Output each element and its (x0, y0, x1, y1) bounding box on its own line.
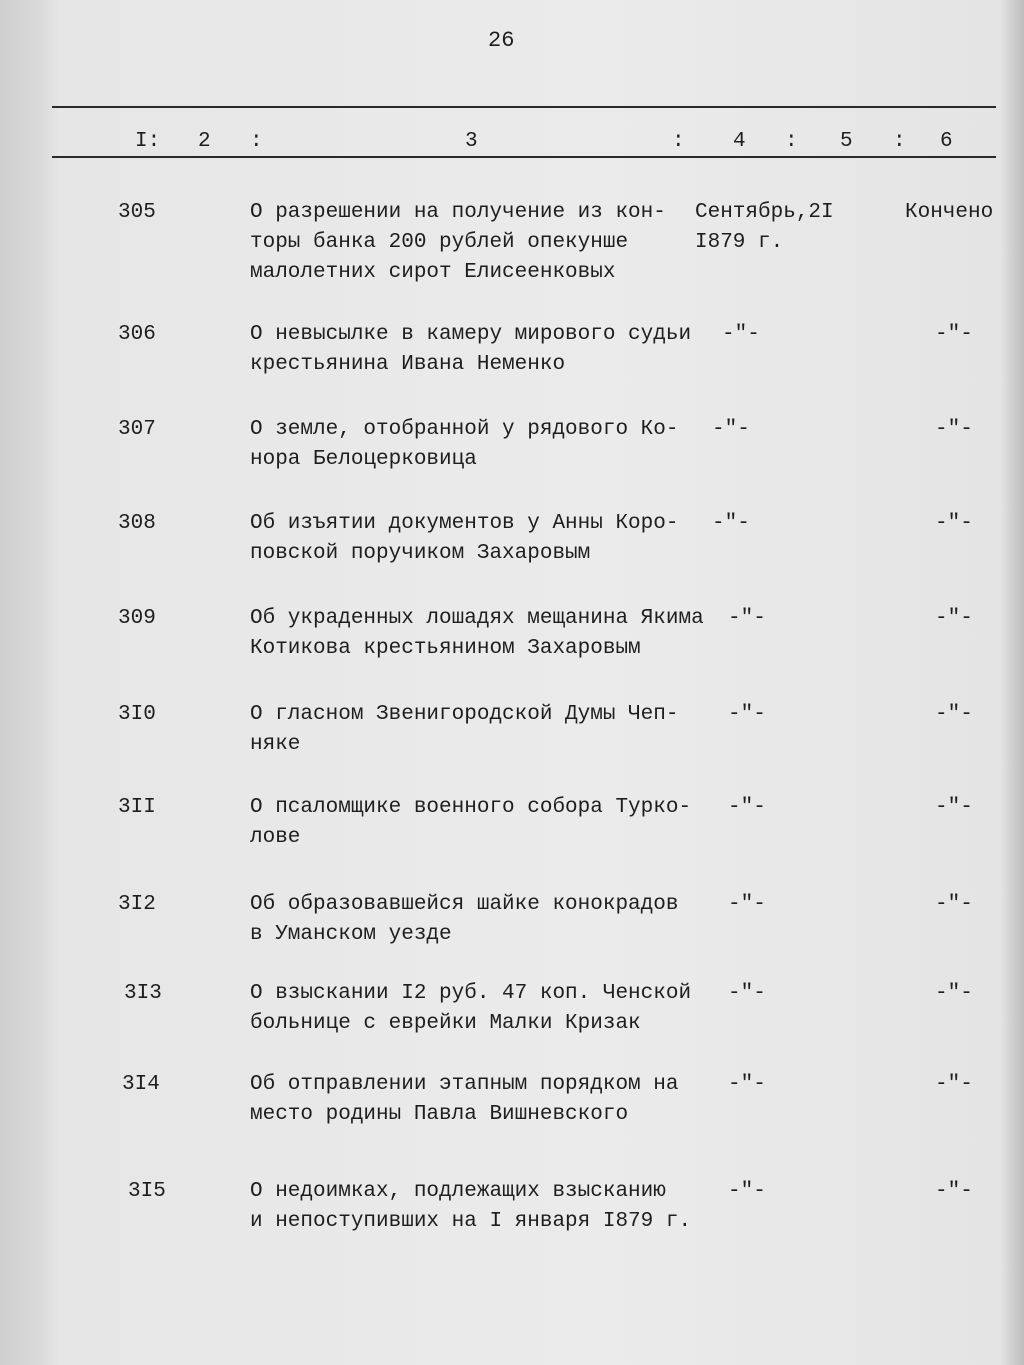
entry-number: 307 (118, 418, 156, 441)
entry-number: 308 (118, 512, 156, 535)
entry-date: -"- (722, 323, 760, 346)
entry-date: -"- (728, 1180, 766, 1203)
entry-number: 3I5 (128, 1180, 166, 1203)
entry-description-line: больнице с еврейки Малки Кризак (250, 1012, 641, 1035)
entry-description-line: няке (250, 733, 301, 756)
entry-description-line: малолетних сирот Елисеенковых (250, 261, 616, 284)
header-bottom-rule (52, 156, 996, 158)
entry-description-line: О невысылке в камеру мирового судьи (250, 323, 692, 346)
entry-status: -"- (935, 893, 973, 916)
entry-status: -"- (935, 1073, 973, 1096)
entry-date: -"- (728, 796, 766, 819)
header-sep: : (250, 130, 263, 153)
header-sep: : (672, 130, 685, 153)
entry-date: Сентябрь,2I (695, 201, 834, 224)
page-number: 26 (488, 28, 515, 53)
entry-status: -"- (935, 796, 973, 819)
header-col: 4 (733, 130, 746, 153)
entry-description-line: О взыскании I2 руб. 47 коп. Ченской (250, 982, 692, 1005)
entry-date: -"- (712, 418, 750, 441)
entry-number: 3I4 (122, 1073, 160, 1096)
entry-description-line: О земле, отобранной у рядового Ко- (250, 418, 679, 441)
entry-number: 3I3 (124, 982, 162, 1005)
entry-status: -"- (935, 982, 973, 1005)
entry-description-line: и непоступивших на I января I879 г. (250, 1210, 692, 1233)
entry-description-line: торы банка 200 рублей опекунше (250, 231, 629, 254)
entry-date: -"- (728, 1073, 766, 1096)
entry-status: -"- (935, 1180, 973, 1203)
entry-description-line: О гласном Звенигородской Думы Чеп- (250, 703, 679, 726)
entry-description-line: нора Белоцерковица (250, 448, 477, 471)
entry-description-line: Об отправлении этапным порядком на (250, 1073, 679, 1096)
entry-status: -"- (935, 512, 973, 535)
entry-date: -"- (712, 512, 750, 535)
entry-description-line: Котикова крестьянином Захаровым (250, 637, 641, 660)
entry-status: Кончено (905, 201, 994, 224)
entry-date: -"- (728, 703, 766, 726)
entry-date: -"- (728, 893, 766, 916)
entry-number: 3II (118, 796, 156, 819)
header-col: 5 (840, 130, 853, 153)
entry-description-line: Об украденных лошадях мещанина Якима (250, 607, 704, 630)
entry-description-line: Об изъятии документов у Анны Коро- (250, 512, 679, 535)
entry-status: -"- (935, 323, 973, 346)
entry-date: -"- (728, 982, 766, 1005)
header-col: I: (135, 130, 161, 153)
entry-description-line: крестьянина Ивана Неменко (250, 353, 566, 376)
entry-description-line: повской поручиком Захаровым (250, 542, 591, 565)
entry-description-line: Об образовавшейся шайке конокрадов (250, 893, 679, 916)
entry-number: 3I0 (118, 703, 156, 726)
entry-description-line: О недоимках, подлежащих взысканию (250, 1180, 666, 1203)
header-col: 2 (198, 130, 211, 153)
entry-number: 309 (118, 607, 156, 630)
entry-description-line: О псаломщике военного собора Турко- (250, 796, 692, 819)
entry-date: I879 г. (695, 231, 784, 254)
entry-status: -"- (935, 418, 973, 441)
header-top-rule (52, 106, 996, 108)
entry-date: -"- (728, 607, 766, 630)
header-sep: : (785, 130, 798, 153)
entry-number: 3I2 (118, 893, 156, 916)
entry-description-line: О разрешении на получение из кон- (250, 201, 666, 224)
header-col: 6 (940, 130, 953, 153)
entry-description-line: в Уманском уезде (250, 923, 452, 946)
header-col: 3 (465, 130, 478, 153)
entry-description-line: место родины Павла Вишневского (250, 1103, 629, 1126)
header-sep: : (893, 130, 906, 153)
entry-number: 305 (118, 201, 156, 224)
entry-number: 306 (118, 323, 156, 346)
entry-status: -"- (935, 607, 973, 630)
entry-status: -"- (935, 703, 973, 726)
entry-description-line: лове (250, 826, 301, 849)
